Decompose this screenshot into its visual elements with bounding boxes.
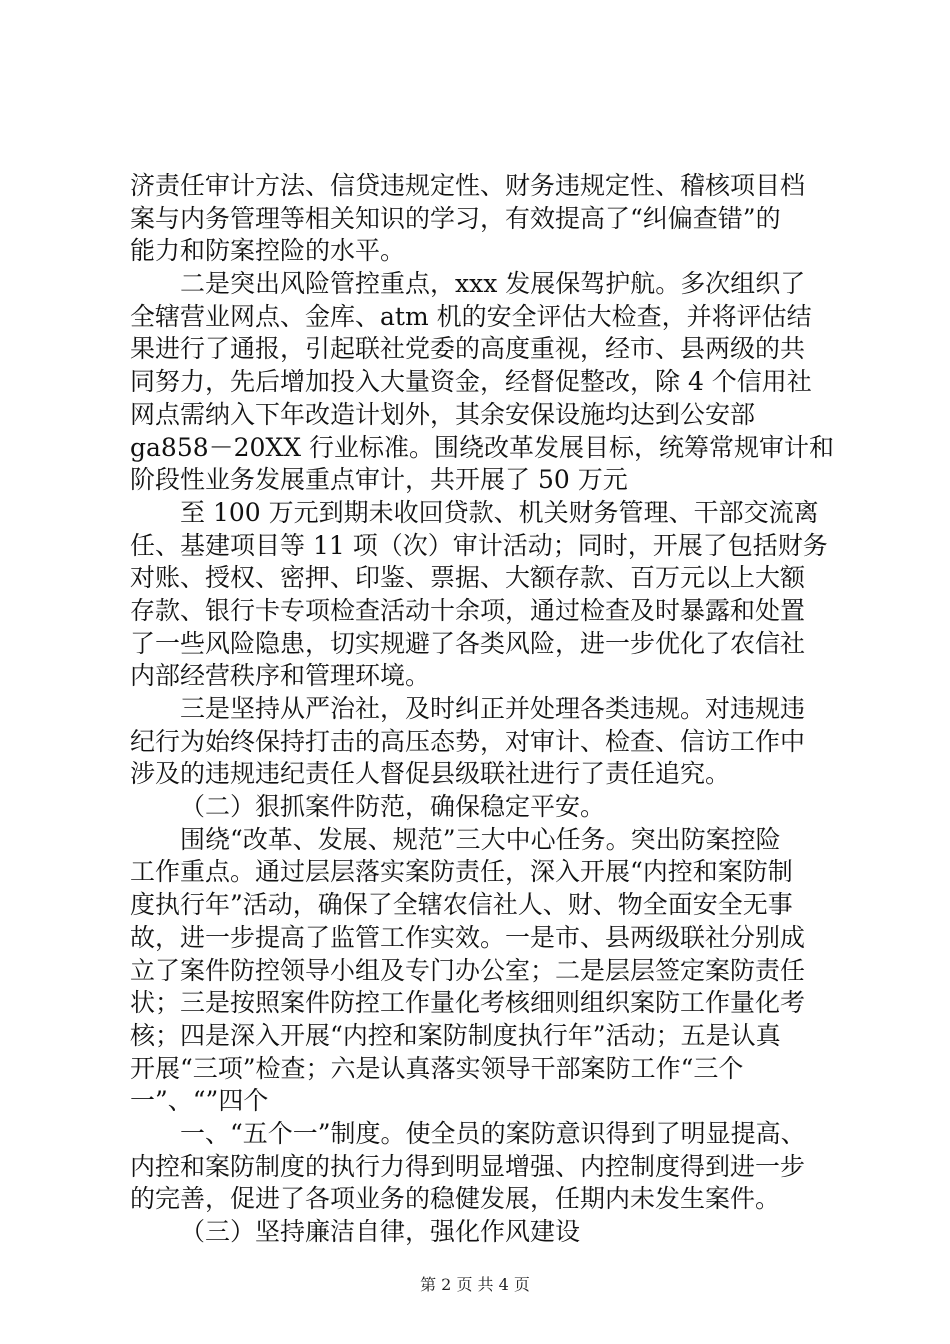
text-line: 涉及的违规违纪责任人督促县级联社进行了责任追究。: [130, 759, 731, 789]
text-line: 阶段性业务发展重点审计，共开展了 50 万元: [130, 465, 628, 495]
text-line: 案与内务管理等相关知识的学习，有效提高了“纠偏查错”的: [130, 203, 781, 233]
text-line: 任、基建项目等 11 项（次）审计活动；同时，开展了包括财务: [130, 530, 828, 560]
text-line: 同努力，先后增加投入大量资金，经督促整改，除 4 个信用社: [130, 367, 812, 397]
text-line: 网点需纳入下年改造计划外，其余安保设施均达到公安部: [130, 399, 756, 429]
page-footer: 第 2 页 共 4 页: [420, 1275, 530, 1294]
text-line: 能力和防案控险的水平。: [130, 236, 406, 266]
text-line: ga858－20XX 行业标准。围绕改革发展目标，统筹常规审计和: [130, 432, 834, 462]
text-line: 内控和案防制度的执行力得到明显增强、内控制度得到进一步: [130, 1151, 806, 1181]
text-line: 核；四是深入开展“内控和案防制度执行年”活动；五是认真: [130, 1020, 781, 1050]
text-line: 二是突出风险管控重点，xxx 发展保驾护航。多次组织了: [180, 269, 806, 299]
text-line: 纪行为始终保持打击的高压态势，对审计、检查、信访工作中: [130, 726, 806, 756]
text-line: 了一些风险隐患，切实规避了各类风险，进一步优化了农信社: [130, 628, 806, 658]
text-line: 状；三是按照案件防控工作量化考核细则组织案防工作量化考: [130, 988, 806, 1018]
text-line: （三）坚持廉洁自律，强化作风建设: [180, 1217, 581, 1246]
text-line: 对账、授权、密押、印鉴、票据、大额存款、百万元以上大额: [130, 563, 806, 593]
text-line: （二）狠抓案件防范，确保稳定平安。: [180, 792, 606, 822]
text-line: 至 100 万元到期未收回贷款、机关财务管理、干部交流离: [180, 497, 819, 527]
text-line: 果进行了通报，引起联社党委的高度重视，经市、县两级的共: [130, 334, 806, 364]
text-line: 一”、“”四个: [130, 1086, 269, 1116]
text-line: 围绕“改革、发展、规范”三大中心任务。突出防案控险: [180, 824, 781, 854]
document-body: [130, 170, 834, 1249]
text-line: 故，进一步提高了监管工作实效。一是市、县两级联社分别成: [130, 922, 806, 952]
text-line: 全辖营业网点、金库、atm 机的安全评估大检查，并将评估结: [130, 301, 812, 331]
text-line: 一、“五个一”制度。使全员的案防意识得到了明显提高、: [180, 1118, 806, 1148]
text-line: 三是坚持从严治社，及时纠正并处理各类违规。对违规违: [180, 694, 806, 723]
text-line: 开展“三项”检查；六是认真落实领导干部案防工作“三个: [130, 1053, 744, 1083]
text-line: 工作重点。通过层层落实案防责任，深入开展“内控和案防制: [130, 857, 793, 887]
text-line: 立了案件防控领导小组及专门办公室；二是层层签定案防责任: [130, 955, 806, 985]
text-line: 存款、银行卡专项检查活动十余项，通过检查及时暴露和处置: [130, 595, 806, 625]
text-line: 济责任审计方法、信贷违规定性、财务违规定性、稽核项目档: [130, 171, 806, 200]
text-line: 的完善，促进了各项业务的稳健发展，任期内未发生案件。: [130, 1184, 781, 1214]
text-line: 度执行年”活动，确保了全辖农信社人、财、物全面安全无事: [130, 890, 793, 920]
text-line: 内部经营秩序和管理环境。: [130, 661, 431, 691]
